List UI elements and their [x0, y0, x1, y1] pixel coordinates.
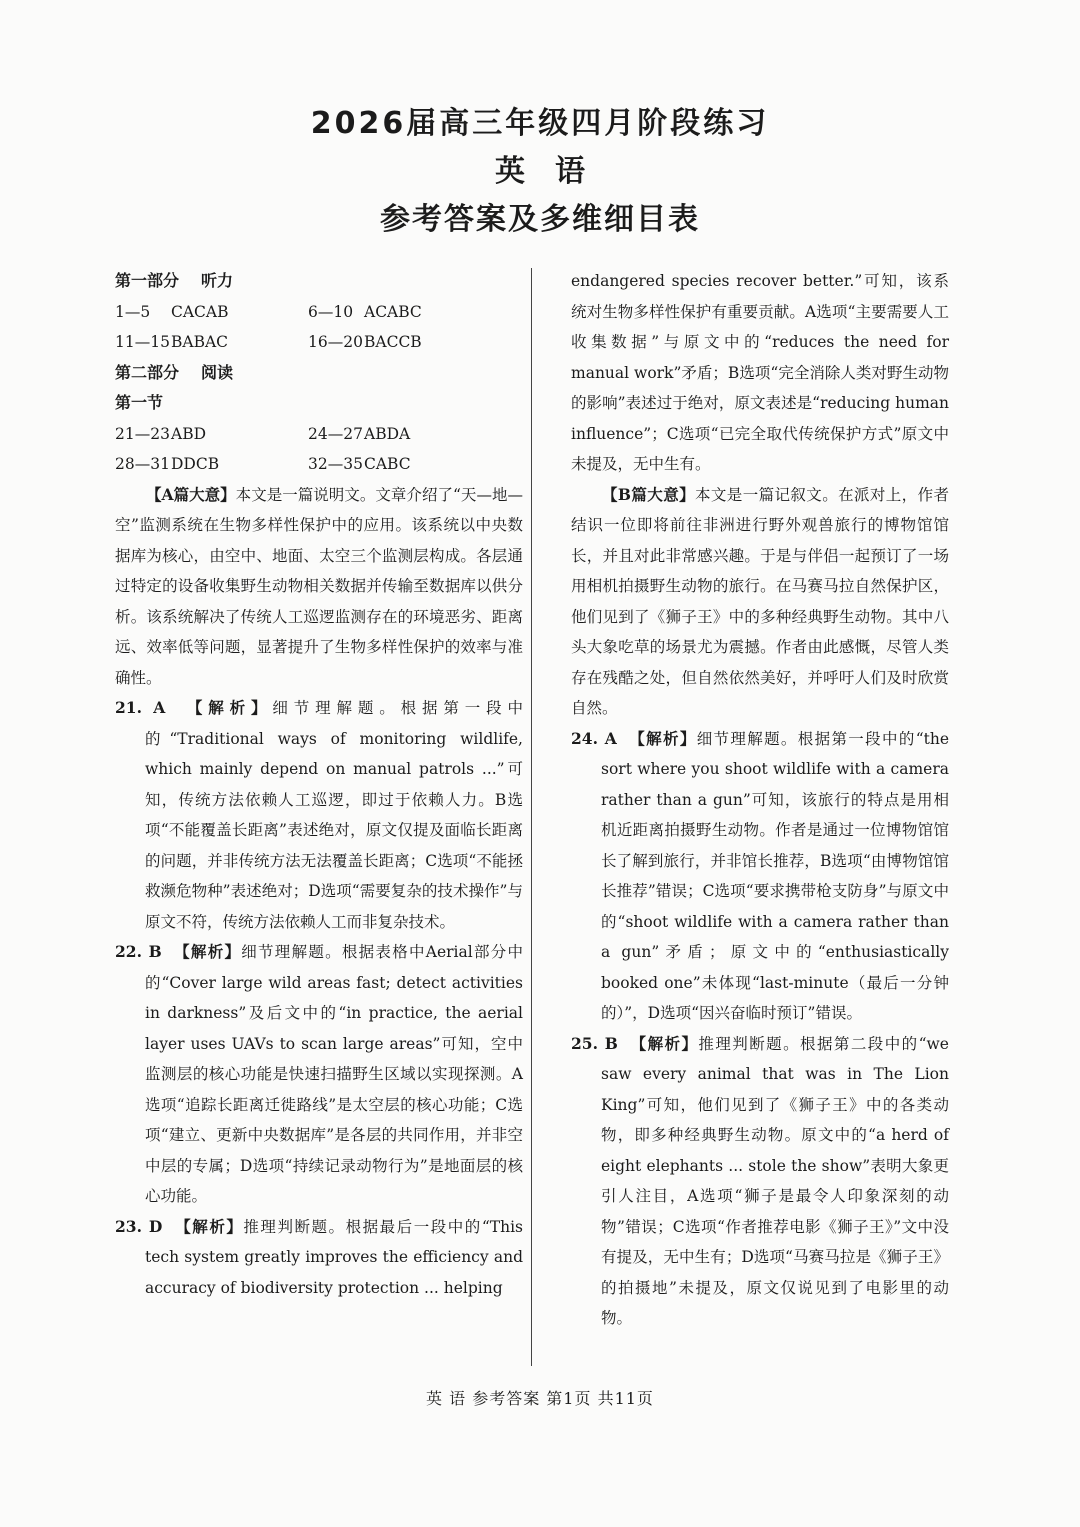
title-block [0, 100, 1080, 244]
left-column [115, 266, 523, 1303]
explanation-item: 24. A 【解析】细节理解题。根据第一段中的“the sort where you shoot wildlife with a camera rather than a gun”可知，该旅行的特点是用相机近距离拍摄野生动物。作者是通过一位博物馆馆长了解到旅行，并非馆长推荐，B选项“由博物馆馆长推荐”错误；C选项“要求携带枪支防身”与原文中的“shoot wildlife with a camera rather than a gun”矛盾；原文中的“enthusiastically booked one”未体现“last-minute（最后一分钟的）”，D选项“因兴奋临时预订”错误。 [571, 728, 949, 1022]
page-footer: 英 语 参考答案 第1页 共11页 [426, 1389, 654, 1408]
explanation-item: 21. A 【解析】细节理解题。根据第一段中的“Traditional ways of monitoring wildlife, which mainly depend on manual patrols ...”可知，传统方法依赖人工巡逻，即过于依赖人力。B选项“不能覆盖长距离”表述绝对，原文仅提及面临长距离的问题，并非传统方法无法覆盖长距离；C选项“不能拯救濒危物种”表述绝对；D选项“需要复杂的技术操作”与原文不符，传统方法依赖人工而非复杂技术。 [115, 698, 523, 931]
explanation-continuation: endangered species recover better.”可知，该系统对生物多样性保护有重要贡献。A选项“主要需要人工收集数据”与原文中的“reduces the need for manual work”矛盾；B选项“完全消除人类对野生动物的影响”表述过于绝对，原文表述是“reducing human influence”；C选项“已完全取代传统保护方式”原文中未提及，无中生有。 [571, 272, 949, 473]
passage-a-summary: 【A篇大意】本文是一篇说明文。文章介绍了“天—地—空”监测系统在生物多样性保护中的应用。该系统以中央数据库为核心，由空中、地面、太空三个监测层构成。各层通过特定的设备收集野生动物相关数据并传输至数据库以供分析。该系统解决了传统人工巡逻监测存在的环境恶劣、距离远、效率低等问题，显著提升了生物多样性保护的效率与准确性。 [115, 484, 523, 687]
section-heading: 第一节 [115, 393, 164, 412]
right-column [571, 266, 949, 1334]
answer-row: 1—5 CACAB 6—10 ACABC [115, 302, 422, 321]
answer-row: 28—31DDCB 32—35CABC [115, 455, 411, 473]
explanation-item: 22. B 【解析】细节理解题。根据表格中Aerial部分中的“Cover large wild areas fast; detect activities in darkness”及后文中的“in practice, the aerial layer uses UAVs to scan large areas”可知，空中监测层的核心功能是快速扫描野生区域以实现探测。A选项“追踪长距离迁徙路线”是太空层的核心功能；C选项“建立、更新中央数据库”是各层的共同作用，并非空中层的专属；D选项“持续记录动物行为”是地面层的核心功能。 [115, 942, 523, 1205]
explanation-item: 23. D 【解析】推理判断题。根据最后一段中的“This tech system greatly improves the efficiency and accuracy of biodiversity protection ... helping [115, 1216, 523, 1297]
column-divider [531, 268, 532, 1366]
answer-row: 11—15BABAC 16—20BACCB [115, 333, 422, 351]
exam-title: 2026届高三年级四月阶段练习 [310, 106, 770, 141]
part1-heading: 第一部分 听力 [115, 271, 234, 290]
subject-title: 英语 [495, 154, 615, 189]
explanation-item: 25. B 【解析】推理判断题。根据第二段中的“we saw every animal that was in The Lion King”可知，他们见到了《狮子王》中的各类动物，即多种经典野生动物。原文中的“a herd of eight elephants ... stole the show”表明大象更引人注目，A选项“狮子是最令人印象深刻的动物”错误；C选项“作者推荐电影《狮子王》”文中没有提及，无中生有；D选项“马赛马拉是《狮子王》的拍摄地”未提及，原文仅说见到了电影里的动物。 [571, 1033, 949, 1327]
document-title: 参考答案及多维细目表 [380, 202, 700, 237]
passage-b-summary: 【B篇大意】本文是一篇记叙文。在派对上，作者结识一位即将前往非洲进行野外观兽旅行的博物馆馆长，并且对此非常感兴趣。于是与伴侣一起预订了一场用相机拍摄野生动物的旅行。在马赛马拉自然保护区，他们见到了《狮子王》中的多种经典野生动物。其中八头大象吃草的场景尤为震撼。作者由此感慨，尽管人类存在残酷之处，但自然依然美好，并呼吁人们及时欣赏自然。 [571, 484, 949, 717]
answer-row: 21—23ABD 24—27ABDA [115, 424, 411, 443]
part2-heading: 第二部分 阅读 [115, 362, 234, 382]
